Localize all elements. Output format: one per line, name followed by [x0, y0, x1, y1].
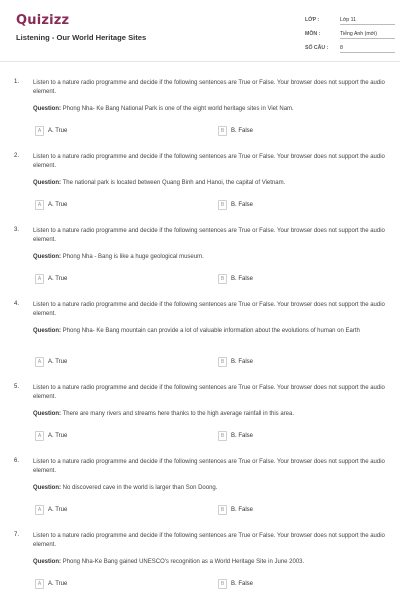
question-instruction: Listen to a nature radio programme and decide if the following sentences are True or False. Your browser does not support the audio element.	[33, 228, 385, 243]
question-instruction: Listen to a nature radio programme and decide if the following sentences are True or False. Your browser does not support the audio element.	[33, 80, 385, 95]
option-letter-box: A	[35, 274, 44, 284]
option-letter-box: A	[35, 126, 44, 136]
question-statement: Phong Nha- Ke Bang National Park is one of the eight world heritage sites in Viet Nam.	[62, 106, 294, 112]
option-label: A. True	[48, 580, 68, 587]
option-letter-box: B	[218, 200, 227, 210]
question-number: 2.	[14, 153, 20, 159]
option-label: B. False	[231, 201, 254, 208]
option-letter-box: B	[218, 357, 227, 367]
question-number: 7.	[14, 532, 20, 538]
option-label: B. False	[231, 506, 254, 513]
quizizz-logo: Quizizz	[16, 13, 70, 28]
question-statement: There are many rivers and streams here thanks to the high average rainfall in this area.	[62, 411, 295, 417]
option-label: B. False	[231, 275, 254, 282]
question-text	[33, 179, 388, 188]
question-text	[33, 484, 388, 493]
question-number: 4.	[14, 301, 20, 307]
question-text	[33, 253, 388, 262]
question-statement: Phong Nha-Ke Bang gained UNESCO's recognition as a World Heritage Site in June 2003.	[62, 559, 305, 565]
meta-subject-value: Tiếng Anh (mới)	[340, 31, 377, 37]
meta-subject-label: MÔN :	[305, 31, 321, 37]
question-instruction: Listen to a nature radio programme and decide if the following sentences are True or False. Your browser does not support the audio element.	[33, 154, 385, 169]
question-statement: Phong Nha- Ke Bang mountain can provide a lot of valuable information about the evolutions of human on Earth	[62, 328, 360, 334]
option-letter-box: A	[35, 357, 44, 367]
question-instruction: Listen to a nature radio programme and decide if the following sentences are True or False. Your browser does not support the audio element.	[33, 385, 385, 400]
meta-class-label: LỚP :	[305, 17, 320, 23]
question-instruction: Listen to a nature radio programme and decide if the following sentences are True or False. Your browser does not support the audio element.	[33, 533, 385, 548]
option-label: A. True	[48, 201, 68, 208]
option-label: B. False	[231, 580, 254, 587]
option-label: A. True	[48, 506, 68, 513]
question-number: 3.	[14, 227, 20, 233]
option-label: A. True	[48, 432, 68, 439]
meta-underline	[340, 38, 395, 39]
option-label: A. True	[48, 127, 68, 134]
meta-underline	[340, 52, 395, 53]
option-letter-box: A	[35, 431, 44, 441]
option-letter-box: A	[35, 505, 44, 515]
question-text	[33, 558, 388, 567]
question-instruction: Listen to a nature radio programme and decide if the following sentences are True or False. Your browser does not support the audio element.	[33, 459, 385, 474]
option-letter-box: B	[218, 126, 227, 136]
meta-count-label: SỐ CÂU :	[305, 45, 329, 51]
worksheet-title: Listening - Our World Heritage Sites	[16, 33, 147, 42]
question-text	[33, 105, 388, 114]
question-number: 5.	[14, 384, 20, 390]
question-number: 1.	[14, 79, 20, 85]
question-label: Question:	[33, 254, 61, 260]
option-letter-box: A	[35, 579, 44, 589]
question-text	[33, 327, 388, 336]
option-letter-box: B	[218, 431, 227, 441]
question-number: 6.	[14, 458, 20, 464]
question-label: Question:	[33, 485, 61, 491]
question-statement: No discovered cave in the world is larger than Son Doong.	[62, 485, 218, 491]
option-letter-box: B	[218, 505, 227, 515]
meta-count-value: 8	[340, 45, 343, 51]
question-statement: Phong Nha - Bang is like a huge geological museum.	[62, 254, 204, 260]
option-label: B. False	[231, 358, 254, 365]
meta-class-value: Lớp 11	[340, 17, 356, 23]
question-text	[33, 410, 388, 419]
question-label: Question:	[33, 559, 61, 565]
option-label: B. False	[231, 432, 254, 439]
option-letter-box: A	[35, 200, 44, 210]
question-instruction: Listen to a nature radio programme and decide if the following sentences are True or False. Your browser does not support the audio element.	[33, 302, 385, 317]
option-label: A. True	[48, 275, 68, 282]
meta-underline	[340, 24, 395, 25]
question-label: Question:	[33, 328, 61, 334]
option-letter-box: B	[218, 579, 227, 589]
option-label: B. False	[231, 127, 254, 134]
option-label: A. True	[48, 358, 68, 365]
question-label: Question:	[33, 106, 61, 112]
question-label: Question:	[33, 411, 61, 417]
header-divider	[0, 61, 400, 62]
question-statement: The national park is located between Quang Binh and Hanoi, the capital of Vietnam.	[62, 180, 286, 186]
question-label: Question:	[33, 180, 61, 186]
option-letter-box: B	[218, 274, 227, 284]
